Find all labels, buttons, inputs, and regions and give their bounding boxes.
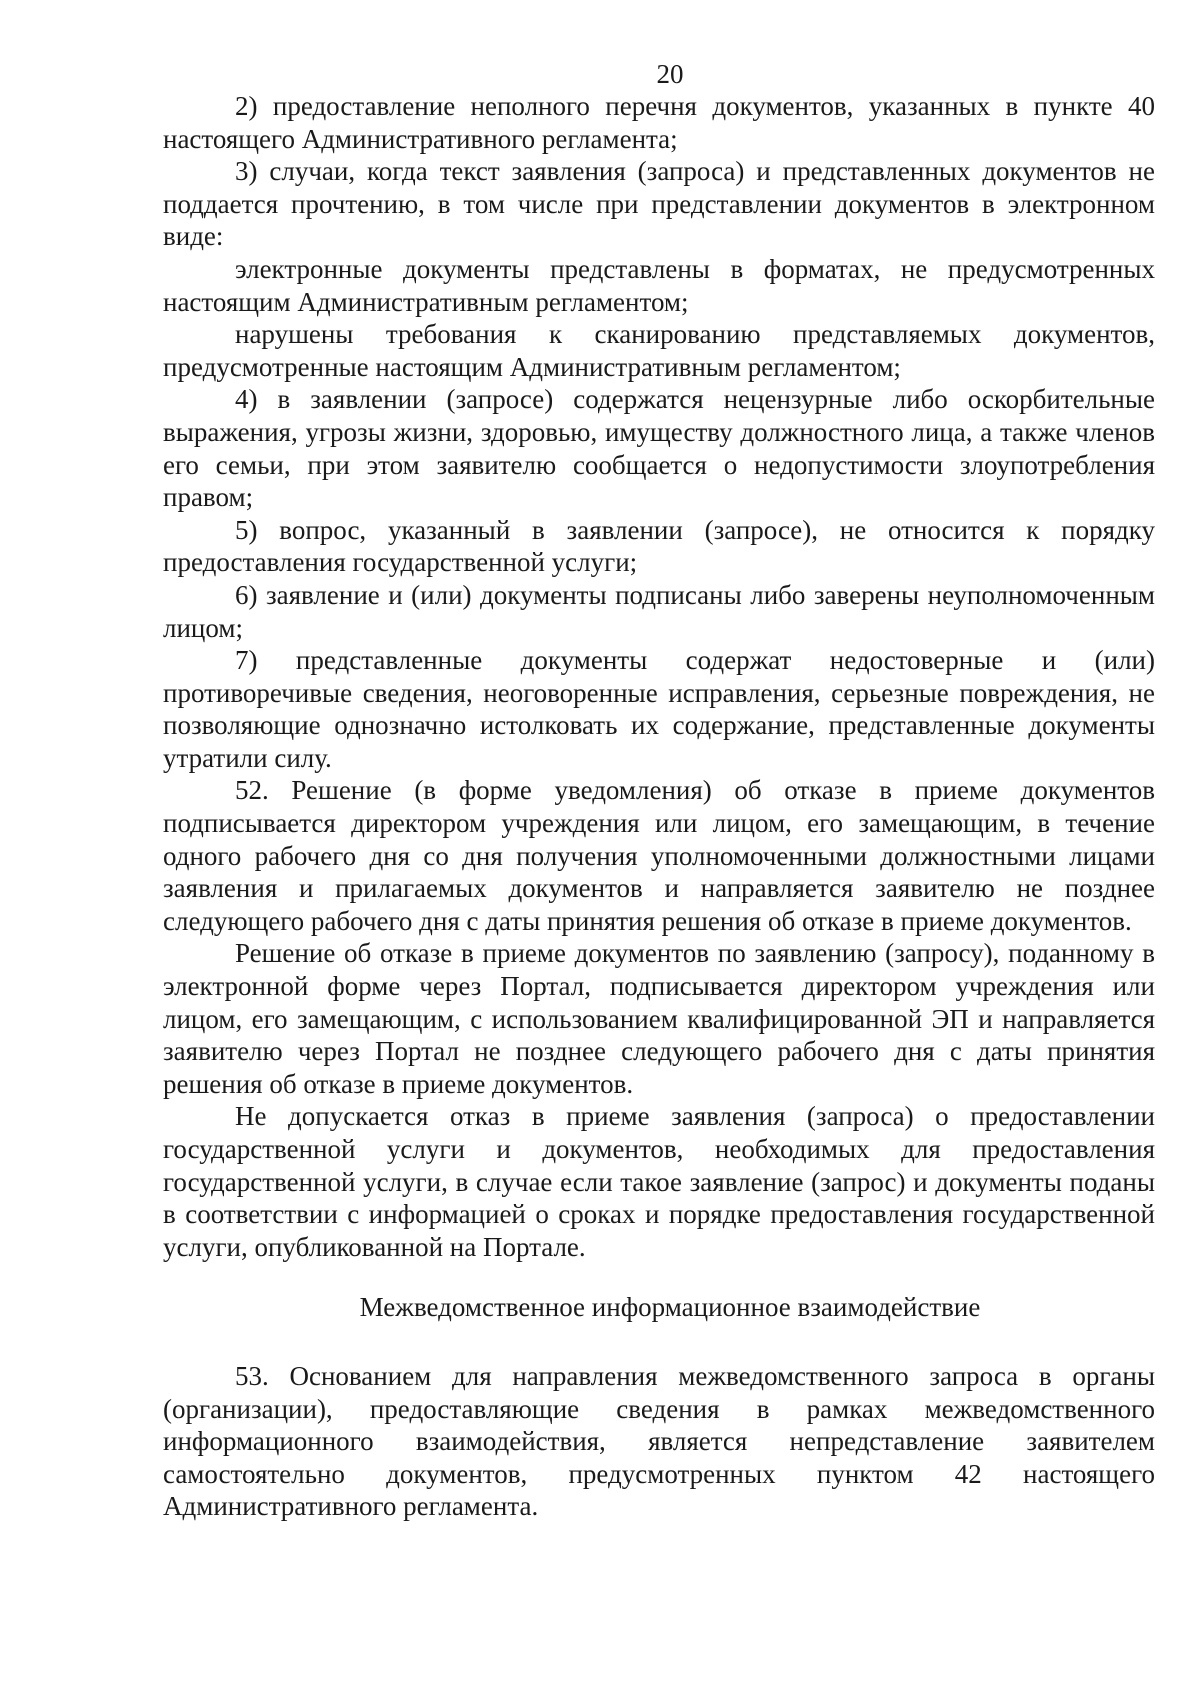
paragraph-item-3: 3) случаи, когда текст заявления (запроса) и представленных документов не поддается прочтению, в том числе при представлении документов в электронном виде: (163, 156, 1155, 252)
page-number: 20 (656, 59, 684, 89)
paragraph-item-7: 7) представленные документы содержат недостоверные и (или) противоречивые сведения, неоговоренные исправления, серьезные повреждения, не позволяющие однозначно истолковать их содержание, представленные документы утратили силу. (163, 645, 1155, 773)
paragraph-formats: электронные документы представлены в форматах, не предусмотренных настоящим Административным регламентом; (163, 253, 1155, 317)
paragraph-item-2: 2) предоставление неполного перечня документов, указанных в пункте 40 настоящего Административного регламента; (163, 91, 1155, 154)
paragraph-item-5: 5) вопрос, указанный в заявлении (запросе), не относится к порядку предоставления государственной услуги; (163, 514, 1155, 578)
section-heading: Межведомственное информационное взаимодействие (359, 1292, 981, 1323)
paragraph-52: 52. Решение (в форме уведомления) об отказе в приеме документов подписывается директором учреждения или лицом, его замещающим, в течение одного рабочего дня со дня получения уполномоченными должностными лицами заявления и прилагаемых документов и направляется заявителю не позднее следующего рабочего дня с даты принятия решения об отказе в приеме документов. (163, 775, 1155, 936)
paragraph-portal-refusal: Решение об отказе в приеме документов по заявлению (запросу), поданному в электронной форме через Портал, подписывается директором учреждения или лицом, его замещающим, с использованием квалифицированной ЭП и направляется заявителю через Портал не позднее следующего рабочего дня с даты принятия решения об отказе в приеме документов. (163, 938, 1155, 1099)
paragraph-item-6: 6) заявление и (или) документы подписаны либо заверены неуполномоченным лицом; (163, 579, 1155, 643)
paragraph-53: 53. Основанием для направления межведомственного запроса в органы (организации), предоставляющие сведения в рамках межведомственного информационного взаимодействия, является непредставление заявителем самостоятельно документов, предусмотренных пунктом 42 настоящего Административного регламента. (163, 1360, 1155, 1522)
paragraph-scanning: нарушены требования к сканированию представляемых документов, предусмотренные настоящим Административным регламентом; (163, 319, 1155, 382)
document-page (163, 58, 1155, 1523)
paragraph-no-refusal: Не допускается отказ в приеме заявления (запроса) о предоставлении государственной услуги и документов, необходимых для предоставления государственной услуги, в случае если такое заявление (запрос) и документы поданы в соответствии с информацией о сроках и порядке предоставления государственной услуги, опубликованной на Портале. (163, 1101, 1155, 1262)
paragraph-item-4: 4) в заявлении (запросе) содержатся нецензурные либо оскорбительные выражения, угрозы жизни, здоровью, имуществу должностного лица, а также членов его семьи, при этом заявителю сообщается о недопустимости злоупотребления правом; (163, 384, 1155, 513)
